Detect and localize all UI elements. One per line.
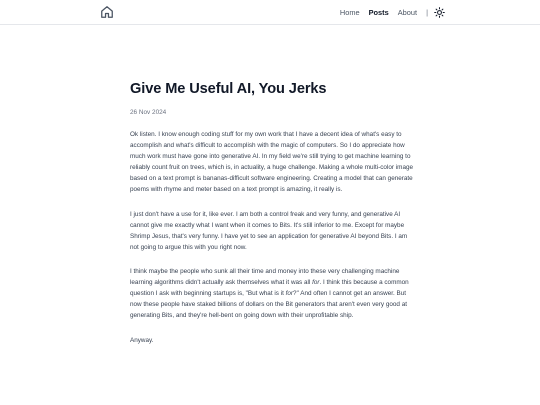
post-title: Give Me Useful AI, You Jerks xyxy=(130,81,327,97)
nav-home-link[interactable]: Home xyxy=(339,7,360,17)
post-article xyxy=(130,80,415,359)
header-divider xyxy=(0,24,540,25)
emphasis-text: for xyxy=(285,290,294,297)
post-date: 26 Nov 2024 xyxy=(130,109,167,116)
emphasis-text: for xyxy=(312,279,320,286)
paragraph: Ok listen. I know enough coding stuff for my own work that I have a decent idea of what's easy to accomplish and what's difficult to accomplish with the magic of computers. So I do appreciate how much work must have gone into generative AI. In my field we're still trying to get machine learning to reliably count fruit on trees, which is, in actuality, a huge challenge. Making a whole multi-color image based on a text prompt is bananas-difficult software engineering. Creating a model that can generate poems with rhyme and meter based on a text prompt is amazing, it really is. xyxy=(130,131,414,193)
paragraph-text: . I think this because a common question I ask with beginning startups is, "But what is it xyxy=(130,279,409,297)
paragraph-text: I think maybe the people who sunk all their time and money into these very challenging machine learning algorithms didn't actually ask themselves what it was all xyxy=(130,268,400,286)
paragraph-text: ?" And often I cannot get an answer. But now these people have staked billions of dollars on the Bit generators that aren't even very good at generating Bits, and they're hell-bent on going down with their unprofitable ship. xyxy=(130,290,407,319)
paragraph xyxy=(130,266,415,321)
nav-posts-link[interactable]: Posts xyxy=(368,7,389,17)
nav-separator: | xyxy=(426,7,428,17)
nav-about-link[interactable]: About xyxy=(397,7,418,17)
site-header xyxy=(0,0,540,24)
sun-icon[interactable] xyxy=(434,7,445,18)
home-icon[interactable] xyxy=(100,5,114,19)
site-nav xyxy=(331,6,445,18)
post-body xyxy=(130,129,415,346)
paragraph: Anyway. xyxy=(130,336,154,344)
paragraph: I just don't have a use for it, like ever. I am both a control freak and very funny, and generative AI cannot give me exactly what I want when it comes to Bits. It's still inferior to me. Except for maybe Shrimp Jesus, that's very funny. I have yet to see an application for generative AI beyond Bits. I am not going to argue this with you right now. xyxy=(130,210,408,251)
